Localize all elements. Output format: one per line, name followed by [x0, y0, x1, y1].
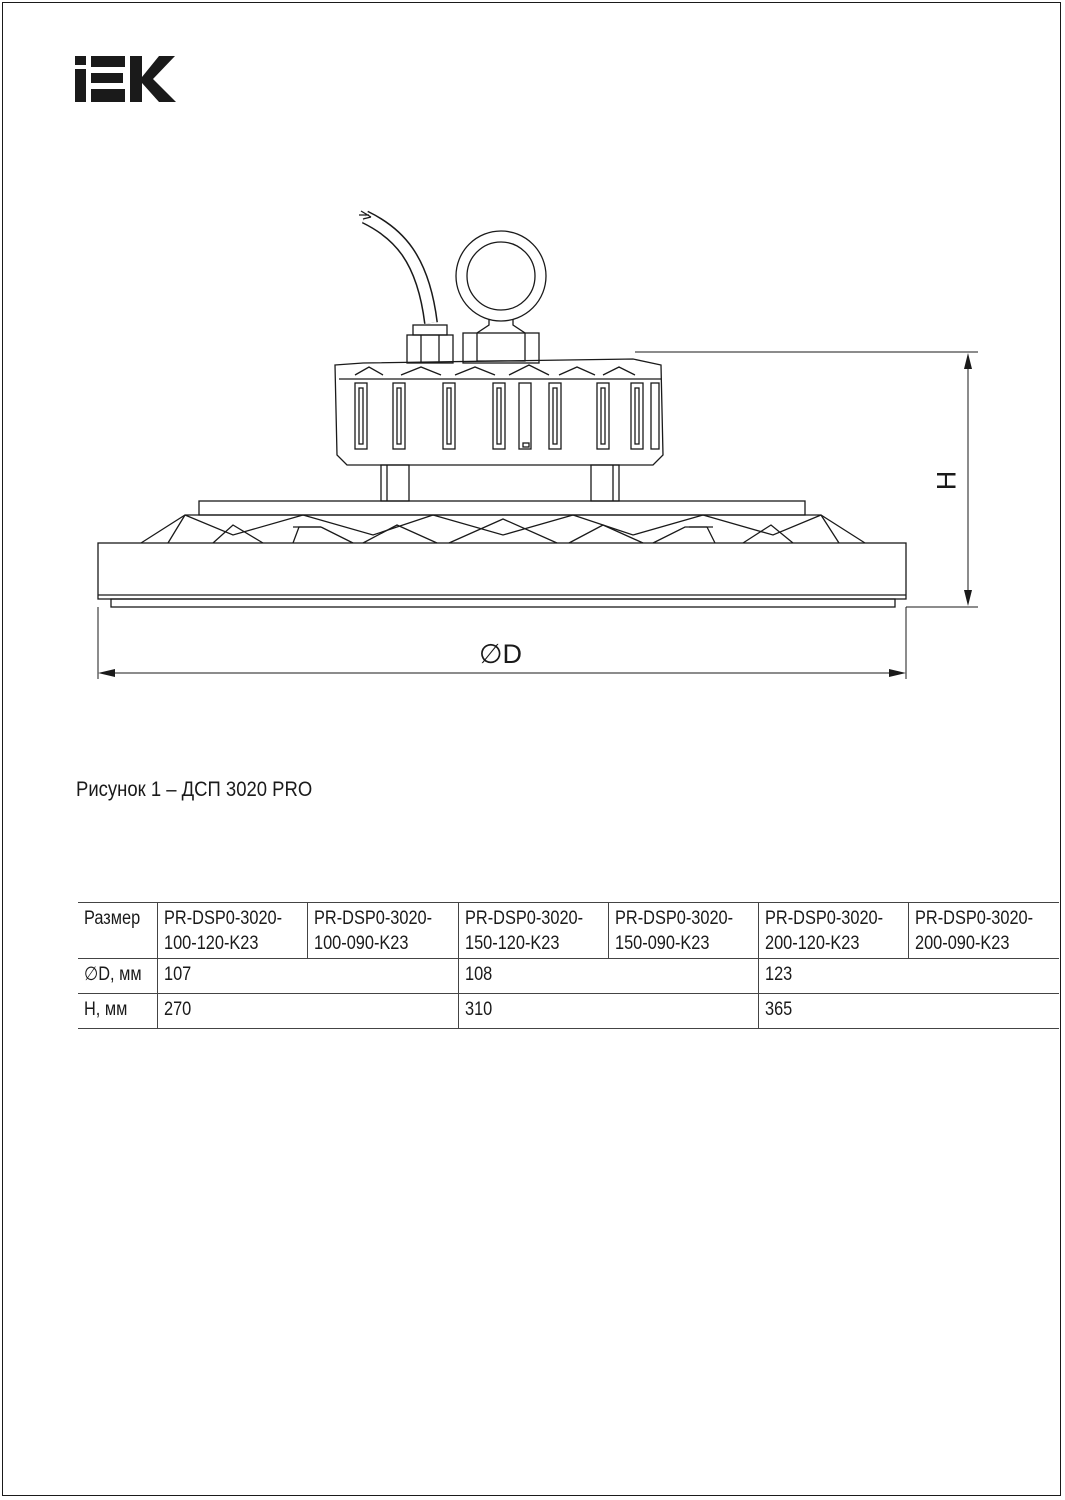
value-cell: 310	[458, 994, 759, 1029]
table-row	[78, 959, 1059, 994]
table-header-cell: Размер	[78, 903, 157, 959]
luminaire-drawing	[3, 3, 1062, 723]
value-cell: 365	[759, 994, 1059, 1029]
model-cell: PR-DSP0-3020- 100-090-K23	[308, 903, 458, 959]
row-label: H, мм	[78, 994, 157, 1029]
value-cell: 270	[157, 994, 458, 1029]
table-row	[78, 994, 1059, 1029]
model-cell: PR-DSP0-3020- 200-090-K23	[909, 903, 1059, 959]
model-cell: PR-DSP0-3020- 100-120-K23	[157, 903, 307, 959]
table-header-row	[78, 903, 1059, 959]
figure-caption: Рисунок 1 – ДСП 3020 PRO	[76, 778, 313, 801]
model-cell: PR-DSP0-3020- 150-090-K23	[608, 903, 758, 959]
height-dimension-label: H	[931, 470, 962, 491]
model-cell: PR-DSP0-3020- 200-120-K23	[759, 903, 909, 959]
document-page	[2, 2, 1061, 1496]
value-cell: 123	[759, 959, 1059, 994]
value-cell: 107	[157, 959, 458, 994]
value-cell: 108	[458, 959, 759, 994]
row-label: ∅D, мм	[78, 959, 157, 994]
dimensions-table	[78, 902, 1059, 1029]
model-cell: PR-DSP0-3020- 150-120-K23	[458, 903, 608, 959]
diameter-dimension-label: ∅D	[479, 639, 523, 669]
